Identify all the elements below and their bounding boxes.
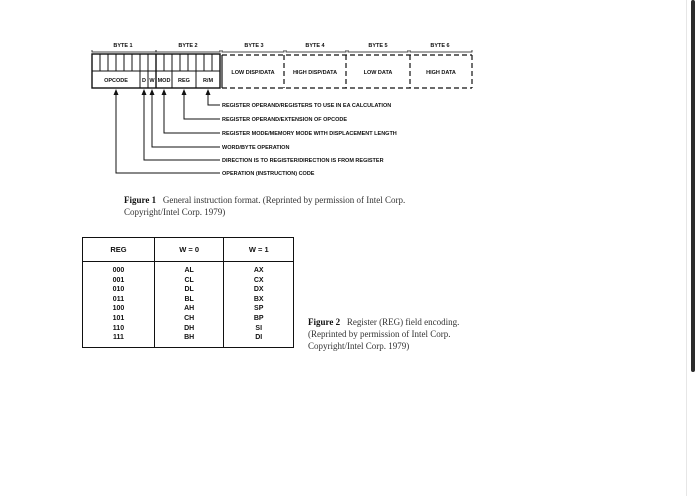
byte-label: BYTE 5	[368, 43, 388, 49]
arrowheads	[114, 89, 211, 95]
figure1-caption-label: Figure 1	[124, 195, 157, 205]
register-8bit: DL	[184, 286, 194, 294]
annotation-rm: REGISTER OPERAND/REGISTERS TO USE IN EA CALCULATION	[222, 103, 392, 109]
figure2-caption	[308, 316, 480, 352]
byte-label: BYTE 2	[178, 43, 198, 49]
reg-code: 110	[112, 324, 125, 332]
reg-code: 001	[112, 276, 125, 284]
register-16bit: AX	[253, 267, 264, 274]
reg-code: 101	[112, 314, 125, 322]
vertical-scrollbar[interactable]	[686, 0, 700, 496]
register-8bit: AH	[184, 305, 195, 313]
register-16bit: BP	[253, 314, 264, 322]
register-8bit: CH	[184, 314, 195, 322]
annotation-d: DIRECTION IS TO REGISTER/DIRECTION IS FROM REGISTER	[222, 158, 384, 164]
byte-label: BYTE 1	[113, 43, 133, 49]
register-8bit: CL	[184, 276, 194, 284]
byte-label: BYTE 3	[244, 43, 264, 49]
field-w: W	[149, 78, 155, 84]
reg-code: 111	[112, 334, 124, 342]
leader-lines	[116, 92, 220, 173]
register-16bit: CX	[253, 276, 264, 284]
byte-brackets	[92, 50, 472, 52]
field-low-disp-data: LOW DISP/DATA	[231, 70, 275, 76]
field-opcode: OPCODE	[104, 78, 128, 84]
register-8bit: AL	[184, 267, 194, 274]
field-high-data: HIGH DATA	[426, 70, 456, 76]
byte-label: BYTE 6	[430, 43, 450, 49]
figure1-caption-text: General instruction format. (Reprinted by permission of Intel Corp. Copyright/Intel Corp. 1979)	[124, 195, 406, 217]
figure1-caption	[124, 194, 454, 218]
annotation-opcode: OPERATION (INSTRUCTION) CODE	[222, 171, 315, 177]
register-16bit: SI	[255, 324, 263, 332]
reg-column	[83, 262, 155, 348]
field-reg: REG	[178, 78, 190, 84]
field-d: D	[142, 78, 146, 84]
annotation-mod: REGISTER MODE/MEMORY MODE WITH DISPLACEMENT LENGTH	[222, 131, 397, 137]
annotation-w: WORD/BYTE OPERATION	[222, 145, 290, 151]
reg-code: 100	[112, 305, 125, 313]
reg-code: 000	[112, 267, 125, 274]
reg-code: 010	[112, 286, 125, 294]
register-8bit: BL	[184, 295, 194, 303]
register-8bit: DH	[184, 324, 195, 332]
w1-column	[224, 262, 294, 348]
register-16bit: DI	[255, 334, 263, 342]
header-w0: W = 0	[154, 238, 224, 262]
field-rm: R/M	[202, 78, 214, 84]
field-mod: MOD	[157, 78, 171, 84]
register-16bit: BX	[253, 295, 264, 303]
register-16bit: SP	[254, 305, 264, 313]
figure2-caption-text: Register (REG) field encoding. (Reprinted by permission of Intel Corp. Copyright/Intel Corp. 1979)	[308, 317, 460, 351]
scrollbar-thumb[interactable]	[691, 0, 695, 372]
w0-column	[154, 262, 224, 348]
opcode-byte-boxes	[92, 54, 220, 88]
header-w1: W = 1	[224, 238, 294, 262]
reg-field-table	[82, 237, 294, 348]
register-8bit: BH	[184, 334, 195, 342]
header-reg: REG	[83, 238, 155, 262]
register-16bit: DX	[253, 286, 264, 294]
annotation-reg: REGISTER OPERAND/EXTENSION OF OPCODE	[222, 117, 347, 123]
field-high-disp-data: HIGH DISP/DATA	[292, 70, 338, 76]
figure2-caption-label: Figure 2	[308, 317, 341, 327]
field-low-data: LOW DATA	[363, 70, 393, 76]
byte-label: BYTE 4	[305, 43, 325, 49]
reg-code: 011	[112, 295, 125, 303]
